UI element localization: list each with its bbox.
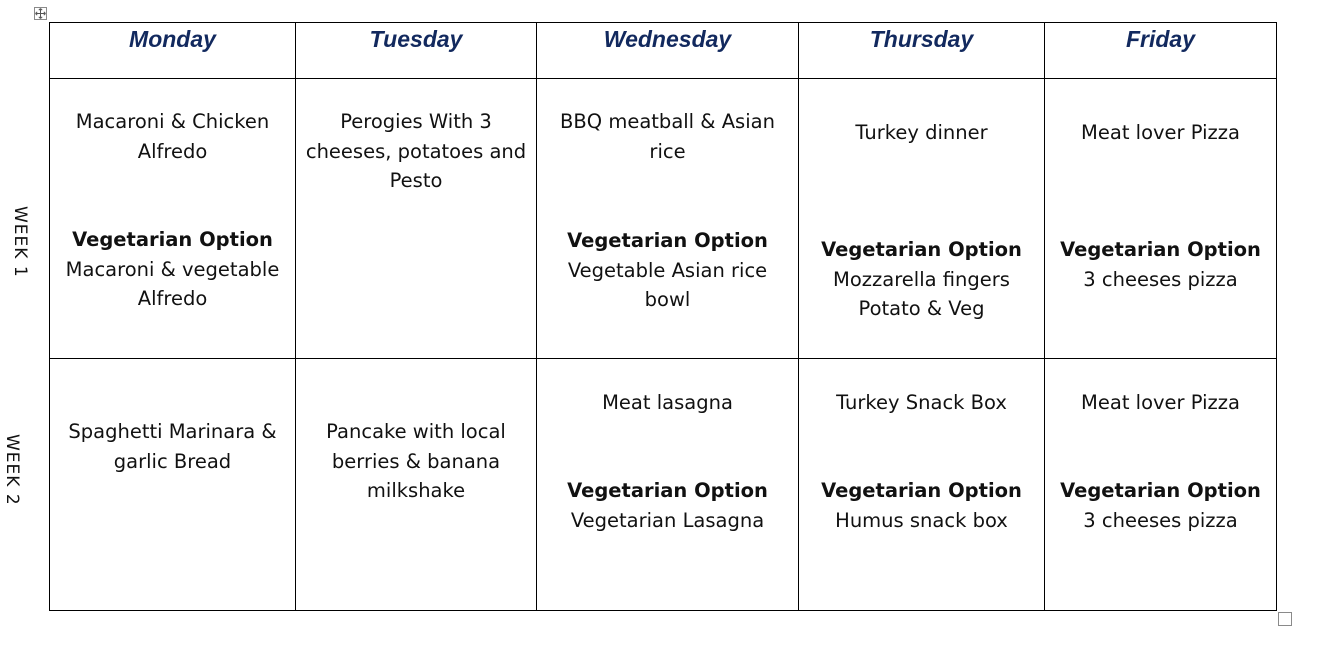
meal-cell-week2-tuesday	[296, 359, 537, 611]
meal-cell-week1-thursday	[799, 79, 1045, 359]
vegetarian-dish: 3 cheeses pizza	[1083, 508, 1238, 532]
day-heading-wednesday: Wednesday	[537, 23, 799, 79]
main-dish: Turkey dinner	[855, 121, 988, 144]
vegetarian-option-title: Vegetarian Option	[821, 238, 1022, 261]
main-dish: Meat lover Pizza	[1081, 391, 1240, 414]
table-move-handle-icon[interactable]	[34, 7, 47, 20]
meal-cell-week1-monday	[50, 79, 296, 359]
vegetarian-option	[1051, 235, 1270, 294]
vegetarian-option	[805, 235, 1038, 324]
vegetarian-option	[805, 476, 1038, 535]
vegetarian-option-title: Vegetarian Option	[567, 229, 768, 252]
day-heading-tuesday: Tuesday	[296, 23, 537, 79]
main-dish: Spaghetti Marinara & garlic Bread	[68, 420, 277, 473]
day-header-row	[50, 23, 1277, 79]
vegetarian-option	[543, 226, 792, 315]
lunch-menu-table	[49, 22, 1277, 611]
meal-cell-week1-friday	[1045, 79, 1277, 359]
meal-cell-week1-wednesday	[537, 79, 799, 359]
meal-cell-week2-friday	[1045, 359, 1277, 611]
table-resize-handle-icon[interactable]	[1278, 612, 1292, 626]
vegetarian-option-title: Vegetarian Option	[821, 479, 1022, 502]
vegetarian-dish: Vegetable Asian rice bowl	[567, 258, 768, 311]
vegetarian-option	[56, 225, 289, 314]
main-dish: Meat lasagna	[602, 391, 733, 414]
day-heading-thursday: Thursday	[799, 23, 1045, 79]
vegetarian-dish: 3 cheeses pizza	[1083, 267, 1238, 291]
vegetarian-dish: Humus snack box	[835, 508, 1008, 532]
vegetarian-option	[543, 476, 792, 535]
vegetarian-dish: Mozzarella fingers Potato & Veg	[833, 267, 1010, 320]
main-dish: Turkey Snack Box	[836, 391, 1007, 414]
vegetarian-dish: Macaroni & vegetable Alfredo	[65, 257, 280, 310]
week-2-label: WEEK 2	[2, 434, 22, 506]
meal-cell-week1-tuesday	[296, 79, 537, 359]
main-dish: Pancake with local berries & banana milkshake	[326, 420, 506, 502]
main-dish: Meat lover Pizza	[1081, 121, 1240, 144]
meal-cell-week2-thursday	[799, 359, 1045, 611]
vegetarian-option	[1051, 476, 1270, 535]
vegetarian-option-title: Vegetarian Option	[72, 228, 273, 251]
main-dish: Perogies With 3 cheeses, potatoes and Pesto	[305, 110, 527, 192]
vegetarian-dish: Vegetarian Lasagna	[570, 508, 765, 532]
day-heading-friday: Friday	[1045, 23, 1277, 79]
day-heading-monday: Monday	[50, 23, 296, 79]
meal-cell-week2-monday	[50, 359, 296, 611]
meal-cell-week2-wednesday	[537, 359, 799, 611]
week-2-row	[50, 359, 1277, 611]
week-1-row	[50, 79, 1277, 359]
main-dish: BBQ meatball & Asian rice	[560, 110, 775, 163]
vegetarian-option-title: Vegetarian Option	[567, 479, 768, 502]
vegetarian-option-title: Vegetarian Option	[1060, 238, 1261, 261]
vegetarian-option-title: Vegetarian Option	[1060, 479, 1261, 502]
main-dish: Macaroni & Chicken Alfredo	[75, 110, 270, 163]
week-1-label: WEEK 1	[10, 206, 30, 278]
